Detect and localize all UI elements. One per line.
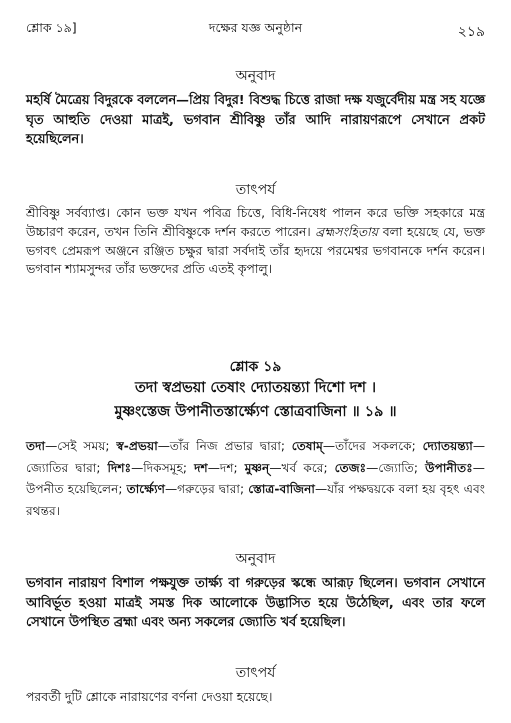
synonym-term: স্তোত্র-বাজিনা xyxy=(248,482,315,496)
synonyms xyxy=(26,436,485,522)
synonym-meaning: —খর্ব করে; xyxy=(269,460,335,475)
synonym-term: তদা xyxy=(26,439,46,453)
synonym-term: দ্যোতয়ন্ত্যা xyxy=(422,439,473,453)
synonym-term: দশ xyxy=(194,460,208,475)
verse-line-1: তদা স্বপ্রভয়া তেষাং দ্যোতয়ন্ত্যা দিশো দশ । xyxy=(134,380,377,396)
page-header xyxy=(26,20,485,38)
synonym-meaning: —উপনীত হয়েছিলেন; xyxy=(26,460,485,496)
translation-text-2: ভগবান নারায়ণ বিশাল পক্ষযুক্ত তার্ক্ষ্য বা গরুড়ের স্কন্ধে আরূঢ় ছিলেন। ভগবান সেখানে আবির্ভূত হওয়া মাত্রই সমস্ত দিক আলোকে উদ্ভাসিত হয়ে উঠেছিল, এবং তার ফলে সেখানে উপস্থিত ব্রহ্মা এবং অন্য সকলের জ্যোতি খর্ব হয়েছিল। xyxy=(26,576,485,630)
synonym-term: তেজঃ xyxy=(334,460,367,475)
synonym-term: মুষ্ণন্ xyxy=(244,460,270,475)
synonym-meaning: —তাঁদের সকলকে; xyxy=(322,439,423,453)
synonym-term: দিশঃ xyxy=(107,460,132,475)
synonym-meaning: —যাঁর পক্ষদ্বয়কে বলা হয় বৃহৎ এবং রথন্তর। xyxy=(26,482,485,518)
translation-text: মহর্ষি মৈত্রেয় বিদুরকে বললেন—প্রিয় বিদুর! বিশুদ্ধ চিত্তে রাজা দক্ষ যজুর্বেদীয় মন্ত্র সহ যজ্ঞে ঘৃত আহুতি দেওয়া মাত্রই, ভগবান শ্রীবিষ্ণু তাঁর আদি নারায়ণরূপে সেখানে প্রকট হয়েছিলেন। xyxy=(26,93,485,147)
synonym-term: স্ব-প্রভয়া xyxy=(116,439,158,453)
purport-heading-2: তাৎপর্য xyxy=(235,665,276,681)
purport-text-before: শ্রীবিষ্ণু সর্বব্যাপ্ত। কোন ভক্ত যখন পবিত্র চিত্তে, বিধি-নিষেধ পালন করে ভক্তি সহকারে মন্ত্র উচ্চারণ করেন, তখন তিনি শ্রীবিষ্ণুকে দর্শন করতে পারেন। xyxy=(26,205,485,239)
synonym-meaning: —জ্যোতি; xyxy=(366,460,426,475)
synonym-term: উপানীতঃ xyxy=(425,460,473,475)
synonym-term: তার্ক্ষ্যেণ xyxy=(126,482,165,496)
purport-text-after: বলা হয়েছে যে, ভক্ত ভগবৎ প্রেমরূপ অঞ্জনে রঞ্জিত চক্ষুর দ্বারা সর্বদাই তাঁর হৃদয়ে পরমেশ্বর ভগবানকে দর্শন করেন। ভগবান শ্যামসুন্দর তাঁর ভক্তদের প্রতি এতই কৃপালু। xyxy=(26,223,485,277)
synonym-meaning: —সেই সময়; xyxy=(45,439,117,453)
translation-heading-2: অনুবাদ xyxy=(235,551,276,567)
translation-heading: অনুবাদ xyxy=(235,68,276,84)
synonym-meaning: —জ্যোতির দ্বারা; xyxy=(26,439,486,475)
header-chapter-title: দক্ষের যজ্ঞ অনুষ্ঠান xyxy=(208,20,303,35)
synonym-term: তেষাম্ xyxy=(291,439,323,453)
synonym-meaning: —দিকসমূহ; xyxy=(131,460,195,475)
synonym-meaning: —তাঁর নিজ প্রভার দ্বারা; xyxy=(157,439,292,453)
header-page-number: ২১৯ xyxy=(457,24,485,40)
purport-heading: তাৎপর্য xyxy=(235,182,276,198)
verse-title: শ্লোক ১৯ xyxy=(229,359,282,375)
purport-text xyxy=(26,204,485,279)
synonym-meaning: —দশ; xyxy=(207,460,245,475)
synonym-meaning: —গরুড়ের দ্বারা; xyxy=(164,482,249,496)
purport-italic-reference: ব্রহ্মসংহিতায় xyxy=(315,223,379,239)
verse-line-2: মুষ্ণংস্তেজ উপানীতস্তার্ক্ষ্যেণ স্তোত্রবাজিনা ॥ ১৯ ॥ xyxy=(114,404,397,420)
header-verse-ref: শ্লোক ১৯] xyxy=(26,20,77,35)
purport-text-2: পরবর্তী দুটি শ্লোকে নারায়ণের বর্ণনা দেওয়া হয়েছে। xyxy=(26,689,273,704)
